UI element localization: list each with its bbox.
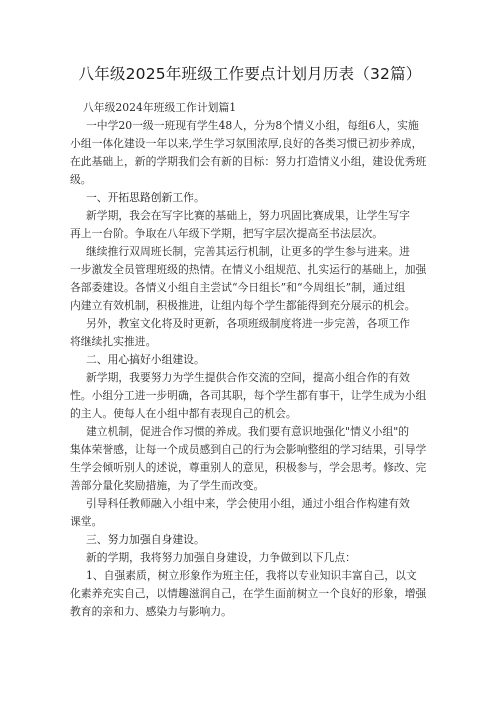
paragraph-line: 集体荣誉感，让每一个成员感到自己的行为会影响整组的学习结果，引导学: [70, 443, 427, 456]
paragraph-line: 生学会倾听别人的述说，尊重别人的意见，积极参与，学会思考。修改、完: [70, 461, 427, 474]
section-heading: 三、努力加强自身建设。: [86, 533, 205, 546]
paragraph-line: 级。: [70, 173, 92, 186]
paragraph-line: 一中学20一级一班现有学生48人，分为8个情义小组，每组6人，实施: [86, 119, 419, 132]
paragraph-line: 课堂。: [70, 515, 103, 528]
paragraph-line: 小组一体化建设一年以来,学生学习氛围浓厚,良好的各类习惯已初步养成，: [70, 137, 423, 150]
paragraph-line: 一步激发全员管理班级的热情。在情义小组规范、扎实运行的基础上，加强: [70, 263, 427, 276]
paragraph-line: 建立机制，促进合作习惯的养成。我们要有意识地强化"情义小组"的: [86, 425, 410, 438]
paragraph-line: 新学期，我要努力为学生提供合作交流的空间，提高小组合作的有效: [86, 371, 410, 384]
paragraph-line: 再上一台阶。争取在八年级下学期，把写字层次提高至书法层次。: [70, 227, 384, 240]
paragraph-line: 继续推行双周班长制，完善其运行机制，让更多的学生参与进来。进: [86, 245, 410, 258]
paragraph-line: 新学期，我会在写字比赛的基础上，努力巩固比赛成果，让学生写字: [86, 209, 410, 222]
section-heading: 一、开拓思路创新工作。: [86, 191, 205, 204]
paragraph-line: 新的学期，我将努力加强自身建设，力争做到以下几点：: [86, 551, 356, 564]
paragraph-line: 教育的亲和力、感染力与影响力。: [70, 605, 232, 618]
section-subtitle: 八年级2024年班级工作计划篇1: [83, 101, 237, 114]
paragraph-line: 1、自强素质，树立形象作为班主任，我将以专业知识丰富自己，以文: [86, 569, 417, 582]
paragraph-line: 引导科任教师融入小组中来，学会使用小组，通过小组合作构建有效: [86, 497, 410, 510]
paragraph-line: 另外，教室文化将及时更新，各项班级制度将进一步完善，各项工作: [86, 317, 410, 330]
document-title: 八年级2025年班级工作要点计划月历表（32篇）: [78, 65, 422, 83]
paragraph-line: 内建立有效机制，积极推进，让组内每个学生都能得到充分展示的机会。: [70, 299, 416, 312]
paragraph-line: 的主人。使每人在小组中都有表现自己的机会。: [70, 407, 297, 420]
paragraph-line: 化素养充实自己，以情趣滋润自己，在学生面前树立一个良好的形象，增强: [70, 587, 427, 600]
document-body: [70, 99, 432, 621]
paragraph-line: 性。小组分工进一步明确，各司其职，每个学生都有事干，让学生成为小组: [70, 389, 427, 402]
section-heading: 二、用心搞好小组建设。: [86, 353, 205, 366]
paragraph-line: 善部分量化奖励措施，为了学生而改变。: [70, 479, 265, 492]
paragraph-line: 各部委建设。各情义小组自主尝试“今日组长”和“今周组长”制，通过组: [70, 281, 406, 294]
paragraph-line: 在此基础上，新的学期我们会有新的目标：努力打造情义小组，建设优秀班: [70, 155, 427, 168]
paragraph-line: 将继续扎实推进。: [70, 335, 157, 348]
